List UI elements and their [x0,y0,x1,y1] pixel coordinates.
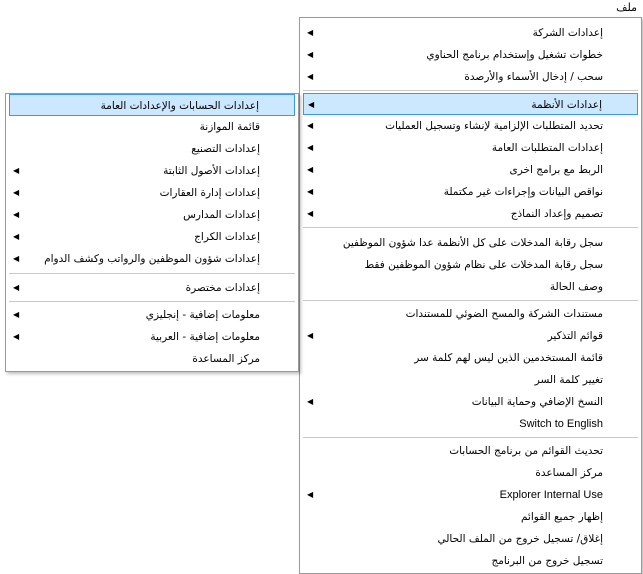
submenu-item-schools[interactable]: ◀ إعدادات المدارس [9,204,295,226]
menu-item-exit-program[interactable]: تسجيل خروج من البرنامج [491,555,603,567]
submenu-item-accounts-general[interactable]: إعدادات الحسابات والإعدادات العامة [9,94,295,116]
submenu-arrow-icon: ◀ [13,188,20,197]
submenu-arrow-icon: ◀ [13,283,20,292]
menu-item-update-lists[interactable]: تحديث القوائم من برنامج الحسابات [449,445,603,457]
menu-item-company-documents[interactable]: مستندات الشركة والمسح الضوئي للمستندات [405,308,603,320]
submenu-arrow-icon: ◀ [307,187,314,196]
menu-item-explorer-internal-use[interactable]: ◀ Explorer Internal Use [303,484,638,506]
menu-separator [9,301,295,302]
menu-item-general-requirements[interactable]: ◀ إعدادات المتطلبات العامة [303,137,638,159]
menu-item-input-audit-hr[interactable]: سجل رقابة المدخلات على نظام شؤون الموظفين فقط [364,259,603,271]
submenu-arrow-icon: ◀ [13,310,20,319]
menu-item-users-without-password[interactable]: قائمة المستخدمين الذين ليس لهم كلمة سر [414,352,603,364]
submenu-arrow-icon: ◀ [307,50,314,59]
menu-item-company-settings[interactable]: ◀ إعدادات الشركة [303,22,638,44]
menu-item-change-password[interactable]: تغيير كلمة السر [534,374,603,386]
menu-item-forms-design[interactable]: ◀ تصميم وإعداد النماذج [303,203,638,225]
menu-item-close-current-file[interactable]: إغلاق/ تسجيل خروج من الملف الحالي [437,533,603,545]
submenu-arrow-icon: ◀ [307,121,314,130]
menu-file[interactable]: ملف [616,1,637,14]
submenu-arrow-icon: ◀ [307,209,314,218]
submenu-arrow-icon: ◀ [308,100,315,109]
menu-item-case-description[interactable]: وصف الحالة [549,281,603,293]
menu-bar [0,0,643,17]
menu-item-backup-protection[interactable]: ◀ النسخ الإضافي وحماية البيانات [303,391,638,413]
submenu-item-manufacturing[interactable]: إعدادات التصنيع [191,143,260,155]
menu-item-reminder-lists[interactable]: ◀ قوائم التذكير [303,325,638,347]
submenu-arrow-icon: ◀ [307,331,314,340]
menu-item-missing-data[interactable]: ◀ نواقص البيانات وإجراءات غير مكتملة [303,181,638,203]
submenu-arrow-icon: ◀ [307,72,314,81]
submenu-item-quick-settings[interactable]: ◀ إعدادات مختصرة [9,277,295,299]
submenu-arrow-icon: ◀ [307,490,314,499]
menu-item-systems-settings[interactable]: ◀ إعدادات الأنظمة [303,93,638,115]
submenu-arrow-icon: ◀ [307,143,314,152]
menu-item-import-names-balances[interactable]: ◀ سحب / إدخال الأسماء والأرصدة [303,66,638,88]
file-menu-dropdown [299,17,642,574]
submenu-arrow-icon: ◀ [307,397,314,406]
submenu-arrow-icon: ◀ [13,210,20,219]
submenu-arrow-icon: ◀ [13,166,20,175]
menu-separator [303,300,638,301]
menu-separator [303,437,638,438]
menu-separator [9,273,295,274]
systems-settings-submenu [5,93,299,372]
menu-item-input-audit-all[interactable]: سجل رقابة المدخلات على كل الأنظمة عدا شؤون الموظفين [342,237,603,249]
submenu-item-extra-info-english[interactable]: ◀ معلومات إضافية - إنجليزي [9,304,295,326]
menu-separator [303,90,638,91]
submenu-item-real-estate[interactable]: ◀ إعدادات إدارة العقارات [9,182,295,204]
submenu-arrow-icon: ◀ [13,254,20,263]
submenu-arrow-icon: ◀ [307,28,314,37]
submenu-item-budget-list[interactable]: قائمة الموازنة [199,121,260,133]
submenu-arrow-icon: ◀ [307,165,314,174]
menu-item-help-center[interactable]: مركز المساعدة [535,467,603,479]
submenu-item-extra-info-arabic[interactable]: ◀ معلومات إضافية - العربية [9,326,295,348]
submenu-item-hr-payroll[interactable]: ◀ إعدادات شؤون الموظفين والرواتب وكشف الدوام [9,248,295,270]
menu-item-mandatory-requirements[interactable]: ◀ تحديد المتطلبات الإلزامية لإنشاء وتسجيل العمليات [303,115,638,137]
menu-separator [303,227,638,228]
submenu-item-garage[interactable]: ◀ إعدادات الكراج [9,226,295,248]
menu-item-link-other-programs[interactable]: ◀ الربط مع برامج اخرى [303,159,638,181]
submenu-arrow-icon: ◀ [13,232,20,241]
menu-item-show-all-lists[interactable]: إظهار جميع القوائم [520,511,603,523]
submenu-item-help-center[interactable]: مركز المساعدة [192,353,260,365]
submenu-arrow-icon: ◀ [13,332,20,341]
submenu-item-fixed-assets[interactable]: ◀ إعدادات الأصول الثابتة [9,160,295,182]
menu-item-switch-to-english[interactable]: Switch to English [519,418,603,430]
menu-item-operation-steps[interactable]: ◀ خطوات تشغيل وإستخدام برنامج الحناوي [303,44,638,66]
